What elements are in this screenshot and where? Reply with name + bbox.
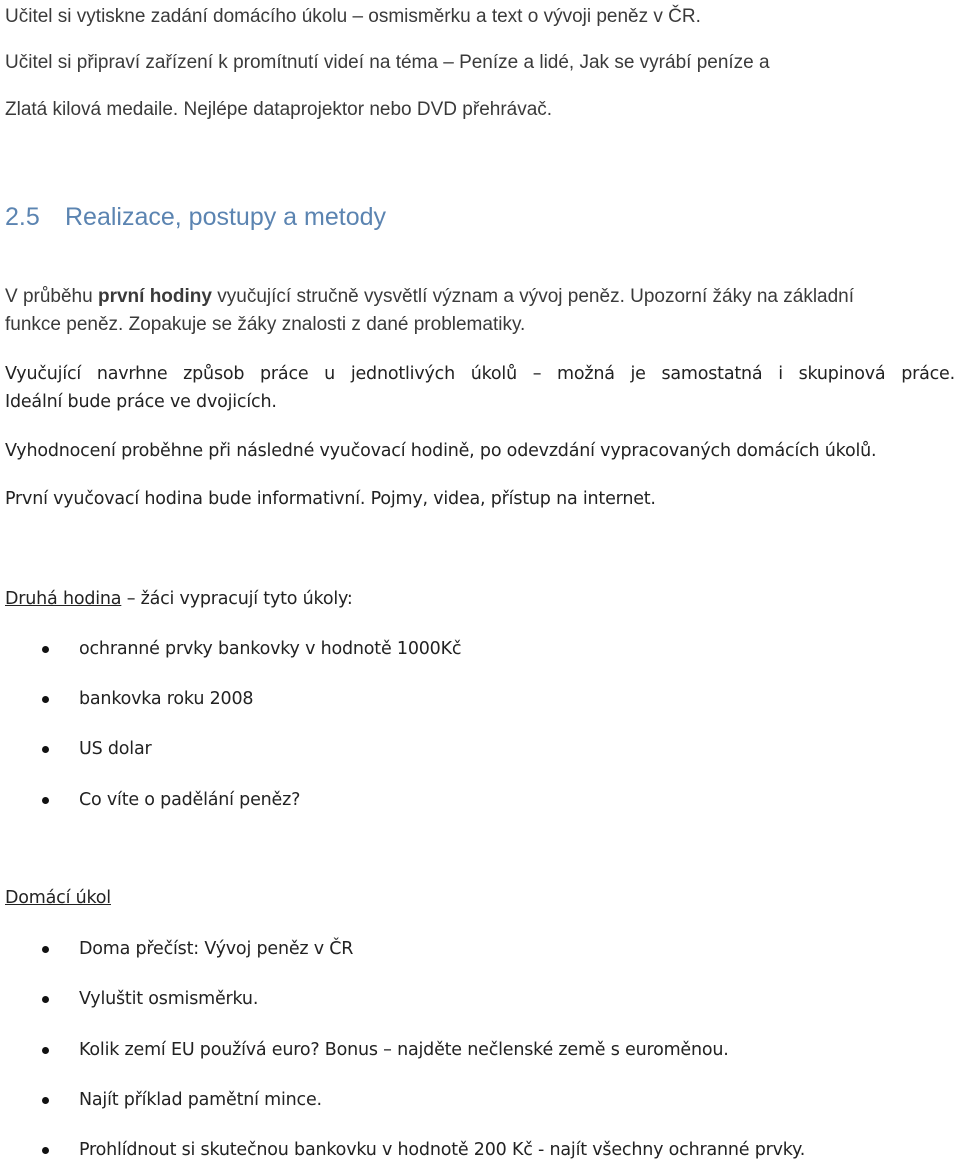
para1-line-1 [5,285,854,309]
word: skupinová [798,364,886,384]
word: je [630,364,646,384]
second-hour-rest: – žáci vypracují tyto úkoly: [121,589,353,609]
word: možná [557,364,615,384]
bullet-icon [42,1097,49,1104]
para2 [5,360,955,416]
para2-line-2: Ideální bude práce ve dvojicích. [5,392,277,412]
intro-line-1: Učitel si vytiskne zadání domácího úkolu – osmisměrku a text o vývoji peněz v ČR. [5,6,701,27]
bullet-icon [42,1147,49,1154]
list-item: Kolik zemí EU používá euro? Bonus – najděte nečlenské země s euroměnou. [79,1040,729,1060]
word: práce. [901,364,955,384]
intro-line-3: Zlatá kilová medaile. Nejlépe dataprojektor nebo DVD přehrávač. [5,99,553,120]
bullet-icon [42,746,49,753]
list-item: Vyluštit osmisměrku. [79,989,259,1009]
bullet-icon [42,696,49,703]
bullet-icon [42,1047,49,1054]
list-item: bankovka roku 2008 [79,689,254,709]
homework-heading [5,886,111,910]
bullet-icon [42,996,49,1003]
section-number: 2.5 [5,203,40,231]
section-title: Realizace, postupy a metody [65,203,387,231]
para1-text-c: vyučující stručně vysvětlí význam a vývoj peněz. Upozorní žáky na základní [211,286,855,307]
bullet-icon [42,646,49,653]
list-item: US dolar [79,739,152,759]
section-heading [5,202,386,232]
word: Vyučující [5,364,82,384]
word: jednotlivých [350,364,455,384]
para4: První vyučovací hodina bude informativní. Pojmy, videa, přístup na internet. [5,489,656,509]
list-item: Doma přečíst: Vývoj peněz v ČR [79,939,354,959]
word: způsob [183,364,245,384]
para1-bold-first-hour: první hodiny [97,286,212,307]
word: samostatná [661,364,763,384]
list-item: Co víte o padělání peněz? [79,790,301,810]
intro-line-2: Učitel si připraví zařízení k promítnutí videí na téma – Peníze a lidé, Jak se vyrábí peníze a [5,52,770,73]
word: úkolů [470,364,517,384]
para3: Vyhodnocení proběhne při následné vyučovací hodině, po odevzdání vypracovaných domácích úkolů. [5,441,877,461]
para2-line-1 [5,360,955,388]
para1-line-2: funkce peněz. Zopakuje se žáky znalosti z dané problematiky. [5,314,526,335]
list-item: Najít příklad pamětní mince. [79,1090,322,1110]
para1-text-a: V průběhu [5,286,98,307]
homework-label: Domácí úkol [5,888,111,908]
list-item: Prohlídnout si skutečnou bankovku v hodnotě 200 Kč - najít všechny ochranné prvky. [79,1140,806,1160]
word: – [532,364,542,384]
second-hour-heading [5,587,353,611]
bullet-icon [42,946,49,953]
word: u [324,364,336,384]
list-item: ochranné prvky bankovky v hodnotě 1000Kč [79,639,462,659]
word: práce [260,364,309,384]
word: i [778,364,783,384]
word: navrhne [96,364,168,384]
bullet-icon [42,797,49,804]
second-hour-label: Druhá hodina [5,589,122,609]
